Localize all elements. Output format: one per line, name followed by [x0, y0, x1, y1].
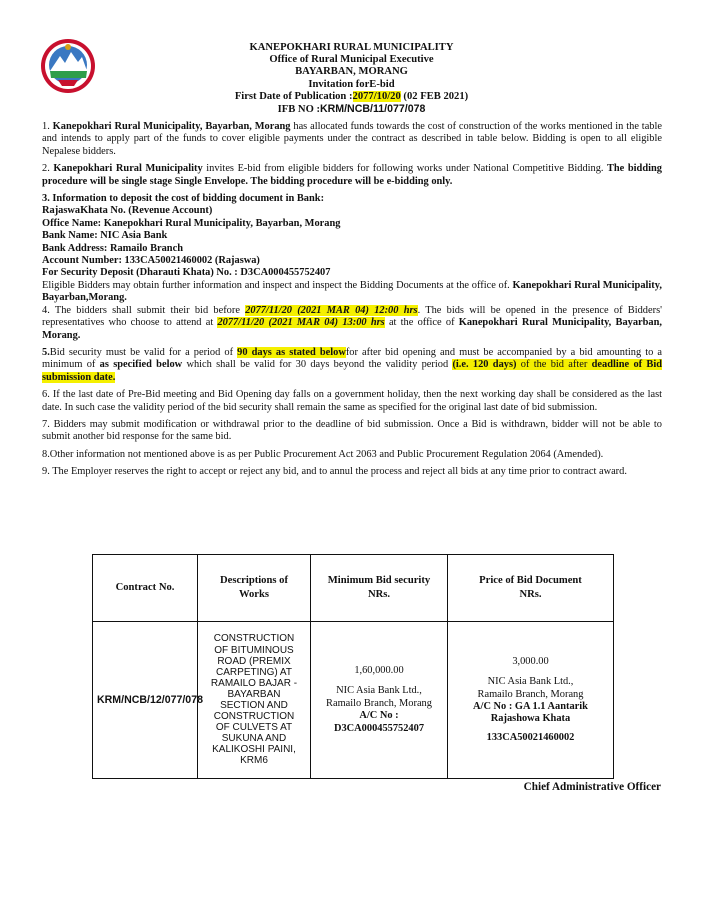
office-address: BAYARBAN, MORANG: [295, 66, 408, 78]
bid-security-amount: 1,60,000.00: [354, 664, 404, 676]
publication-date-bs: 2077/10/20: [352, 90, 401, 102]
municipality-emblem-icon: [40, 38, 96, 94]
paragraph-8: 8.Other information not mentioned above is as per Public Procurement Act 2063 and Public Procurement Regulation 2064 (Amended).: [42, 448, 604, 460]
notice-header: [140, 42, 563, 116]
header-description: Descriptions of Works: [198, 555, 311, 622]
office-name: Office of Rural Municipal Executive: [269, 54, 434, 66]
header-bid-security: Minimum Bid security NRs.: [311, 555, 448, 622]
ifb-number: IFB NO :KRM/NCB/11/077/078: [277, 103, 426, 116]
paragraph-5: 5.Bid security must be valid for a period of 90 days as stated belowfor after bid opening and must be accompanied by a bid amounting to a minimum of as specified below which shall be valid for 30 days beyond the validity period (i.e. 120 days) of the bid after deadline of Bid submission date.: [42, 346, 662, 383]
header-contract-no: Contract No.: [93, 555, 198, 622]
submission-deadline: 2077/11/20 (2021 MAR 04) 12:00 hrs: [245, 304, 418, 316]
bid-security-cell: 1,60,000.00 NIC Asia Bank Ltd., Ramailo Branch, Morang A/C No : D3CA000455752407: [311, 622, 448, 779]
paragraph-4: 4. The bidders shall submit their bid before 2077/11/20 (2021 MAR 04) 12:00 hrs. The bids will be opened in the presence of Bidders' representatives who choose to attend at 2077/11/20 (2021 MAR 04) 13:00 hrs at the office of Kanepokhari Rural Municipality, Bayarban, Morang.: [42, 304, 662, 341]
municipality-name: KANEPOKHARI RURAL MUNICIPALITY: [249, 42, 454, 53]
opening-time: 2077/11/20 (2021 MAR 04) 13:00 hrs: [217, 317, 385, 329]
notice-body: [42, 121, 662, 479]
contract-number: KRM/NCB/12/077/078: [93, 622, 198, 779]
table-header-row: [93, 555, 614, 622]
paragraph-6: 6. If the last date of Pre-Bid meeting and Bid Opening day falls on a government holiday, then the next working day shall be considered as the last date. In such case the validity period of the bid security shall remain the same as specified for the original last date of bid submission.: [42, 389, 662, 413]
publication-date: First Date of Publication :2077/10/20 (02 FEB 2021): [234, 90, 469, 102]
paragraph-7: 7. Bidders may submit modification or withdrawal prior to the deadline of bid submission. Once a Bid is withdrawn, bidder will not be able to submit another bid response for the same bid.: [42, 418, 662, 443]
contract-table: [92, 554, 614, 779]
paragraph-9: 9. The Employer reserves the right to accept or reject any bid, and to annul the process and reject all bids at any time prior to contract award.: [42, 466, 627, 478]
document-price-amount: 3,000.00: [512, 655, 549, 667]
work-description: CONSTRUCTION OF BITUMINOUS ROAD (PREMIX CARPETING) AT RAMAILO BAJAR - BAYARBAN SECTION AND CONSTRUCTION OF CULVETS AT SUKUNA AND KALIKOSHI PAINI, KRM6: [198, 622, 311, 779]
table-row: [93, 622, 614, 779]
document-price-cell: 3,000.00 NIC Asia Bank Ltd., Ramailo Branch, Morang A/C No : GA 1.1 Aantarik Rajashowa Khata 133CA50021460002: [448, 622, 614, 779]
notice-type: Invitation forE-bid: [308, 78, 395, 90]
paragraph-2: 2. Kanepokhari Rural Municipality invites E-bid from eligible bidders for following works under National Competitive Bidding. The bidding procedure will be single stage Single Envelope. The bidding procedure will be e-bidding only.: [42, 163, 662, 187]
paragraph-3: 3. Information to deposit the cost of bidding document in Bank: RajaswaKhata No. (Revenue Account) Office Name: Kanepokhari Rural Municipality, Bayarban, Morang Bank Name: NIC Asia Bank Bank Address: Ramailo Branch Account Number: 133CA50021460002 (Rajaswa) For Security Deposit (Dharauti Khata) No. : D3CA000455752407 Eligible Bidders may obtain further information and inspect and inspect the Bidding Documents at the office of. Kanepokhari Rural Municipality, Bayarban,Morang.: [42, 193, 662, 304]
signature-title: Chief Administrative Officer: [523, 781, 661, 793]
header-document-price: Price of Bid Document NRs.: [448, 555, 614, 622]
paragraph-1: 1. Kanepokhari Rural Municipality, Bayarban, Morang has allocated funds towards the cost of construction of the works mentioned in the table and intends to apply part of the funds to cover eligible payments under the contract as described in table below. Bidding is open to all eligible Nepalese bidders.: [42, 121, 663, 157]
